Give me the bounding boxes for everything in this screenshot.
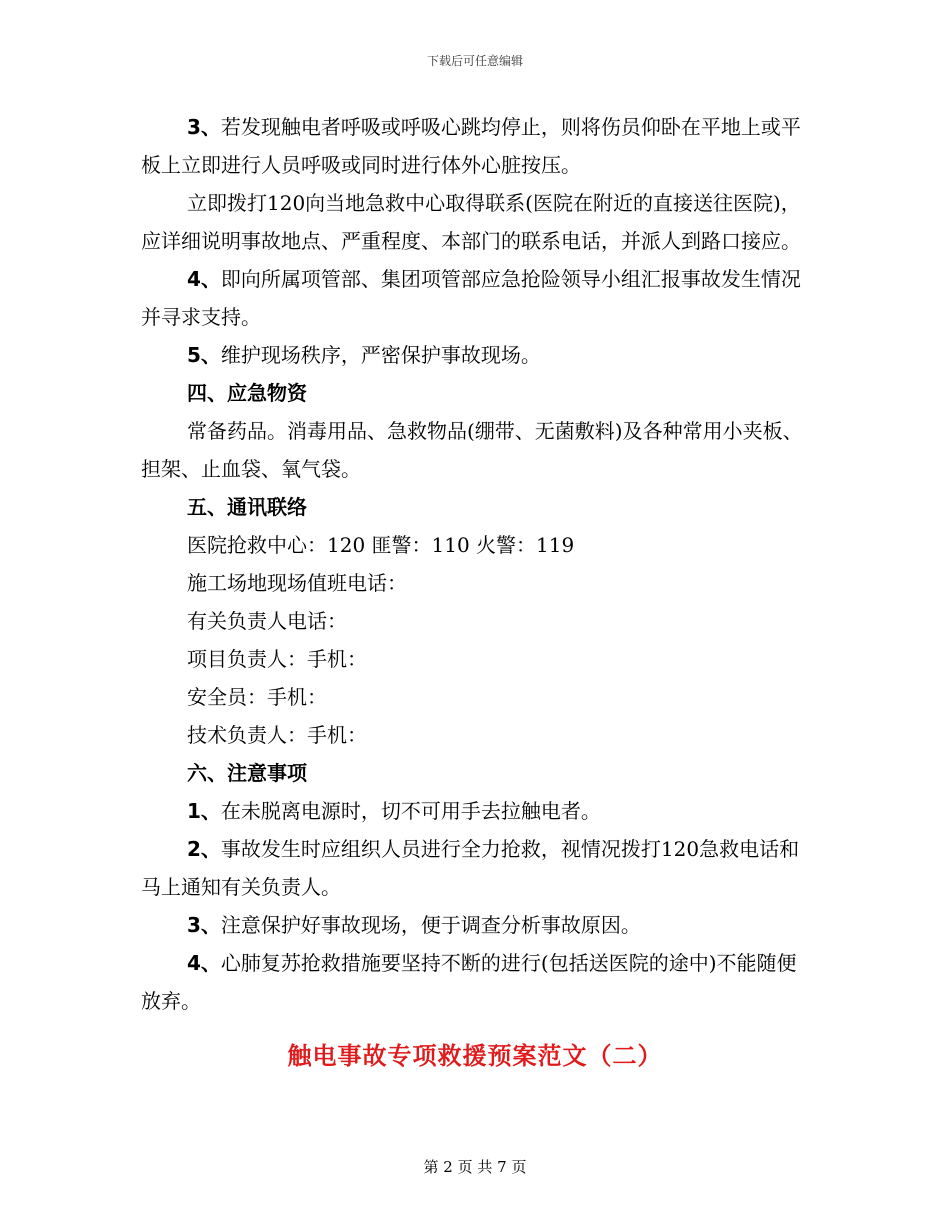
step-number: 2、 [187, 837, 221, 861]
section-heading-notes: 六、注意事项 [187, 761, 307, 785]
paragraph-text: 维护现场秩序，严密保护事故现场。 [220, 343, 541, 367]
paragraph-supplies [141, 412, 811, 488]
paragraph-call-120 [141, 184, 811, 260]
document-body [141, 108, 811, 1020]
page-header-note: 下载后可任意编辑 [426, 54, 523, 68]
section-heading-contacts: 五、通讯联络 [187, 495, 307, 519]
contact-line-site-duty: 施工场地现场值班电话： [187, 571, 407, 595]
note-item-1 [141, 792, 811, 830]
paragraph-text: 在未脱离电源时，切不可用手去拉触电者。 [220, 799, 601, 823]
contact-line-responsible: 有关负责人电话： [187, 609, 347, 633]
section-heading-supplies: 四、应急物资 [187, 381, 307, 405]
paragraph-step-4 [141, 260, 811, 336]
paragraph-text: 事故发生时应组织人员进行全力抢救，视情况拨打120急救电话和马上通知有关负责人。 [141, 837, 800, 899]
step-number: 1、 [187, 799, 221, 823]
section-title-part-2: 触电事故专项救援预案范文（二） [287, 1042, 663, 1070]
step-number: 4、 [187, 951, 221, 975]
note-item-3 [141, 906, 811, 944]
paragraph-text: 常备药品。消毒用品、急救物品(绷带、无菌敷料)及各种常用小夹板、担架、止血袋、氧气袋。 [141, 419, 803, 481]
paragraph-text: 即向所属项管部、集团项管部应急抢险领导小组汇报事故发生情况并寻求支持。 [141, 267, 801, 329]
step-number: 4、 [187, 267, 221, 291]
paragraph-text: 心肺复苏抢救措施要坚持不断的进行(包括送医院的途中)不能随便放弃。 [141, 951, 797, 1013]
step-number: 5、 [187, 343, 221, 367]
contact-line-project-lead: 项目负责人：手机： [187, 647, 367, 671]
note-item-2 [141, 830, 811, 906]
contact-line-emergency: 医院抢救中心：120 匪警：110 火警：119 [187, 533, 575, 557]
paragraph-step-5 [141, 336, 811, 374]
note-item-4 [141, 944, 811, 1020]
contact-line-tech-lead: 技术负责人：手机： [187, 723, 367, 747]
paragraph-text: 注意保护好事故现场，便于调查分析事故原因。 [220, 913, 641, 937]
paragraph-step-3 [141, 108, 811, 184]
step-number: 3、 [187, 115, 221, 139]
step-number: 3、 [187, 913, 221, 937]
page-footer-number: 第 2 页 共 7 页 [423, 1158, 527, 1176]
paragraph-text: 若发现触电者呼吸或呼吸心跳均停止，则将伤员仰卧在平地上或平板上立即进行人员呼吸或同时进行体外心脏按压。 [141, 115, 801, 177]
paragraph-text: 立即拨打120向当地急救中心取得联系(医院在附近的直接送往医院)，应详细说明事故地点、严重程度、本部门的联系电话，并派人到路口接应。 [141, 191, 801, 253]
contact-line-safety-officer: 安全员：手机： [187, 685, 327, 709]
